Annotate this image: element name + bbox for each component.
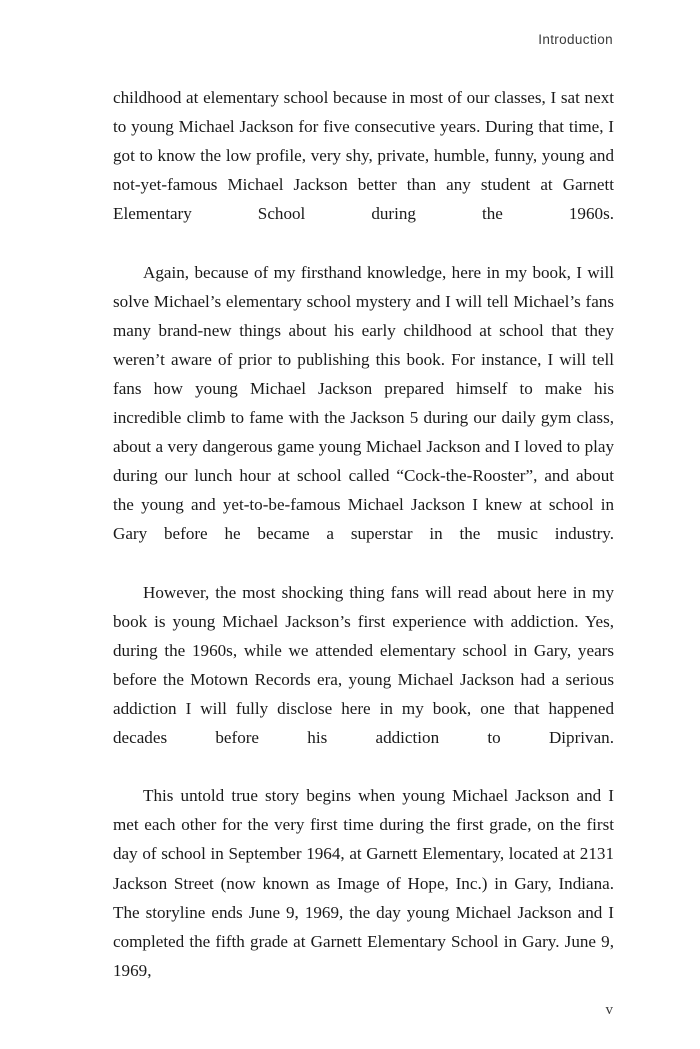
body-text-column [113,83,614,1014]
paragraph-this-untold: This untold true story begins when young Michael Jackson and I met each other for the very first time during the first grade, on the first day of school in September 1964, at Garnett Elementary, located at 2131 Jackson Street (now known as Image of Hope, Inc.) in Gary, Indiana. The storyline ends June 9, 1969, the day young Michael Jackson and I completed the fifth grade at Garnett Elementary School in Gary. June 9, 1969, [113,786,614,980]
running-head: Introduction [538,32,613,47]
paragraph-however: However, the most shocking thing fans will read about here in my book is young Michael Jackson’s first experience with addiction. Yes, during the 1960s, while we attended elementary school in Gary, years before the Motown Records era, young Michael Jackson had a serious addiction I will fully disclose here in my book, one that happened decades before his addiction to Diprivan. [113,582,614,748]
page-number: v [605,1002,613,1018]
paragraph-continued: childhood at elementary school because in most of our classes, I sat next to young Michael Jackson for five consecutive years. During that time, I got to know the low profile, very shy, private, humble, funny, young and not-yet-famous Michael Jackson better than any student at Garnett Elementary School during the 1960s. [113,88,614,224]
paragraph-again: Again, because of my firsthand knowledge, here in my book, I will solve Michael’s elementary school mystery and I will tell Michael’s fans many brand-new things about his early childhood at school that they weren’t aware of prior to publishing this book. For instance, I will tell fans how young Michael Jackson prepared himself to make his incredible climb to fame with the Jackson 5 during our daily gym class, about a very dangerous game young Michael Jackson and I loved to play during our lunch hour at school called “Cock-the-Rooster”, and about the young and yet-to-be-famous Michael Jackson I knew at school in Gary before he became a superstar in the music industry. [113,262,614,544]
